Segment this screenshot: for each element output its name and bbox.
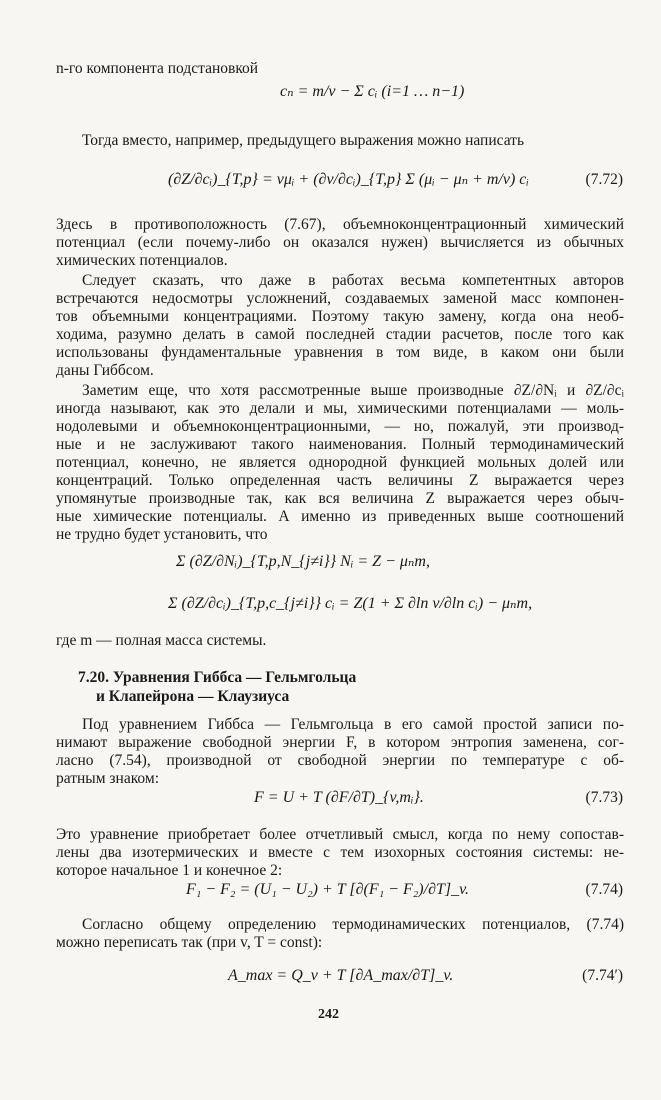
equation-number: (7.73): [585, 789, 623, 806]
equation-number: (7.74): [585, 881, 623, 898]
text-line: ходима, разумно делать в самой последней стадии расчетов, после того как: [56, 326, 624, 343]
text-line: ные и не заслуживают такого наименования. Полный термодинамический: [56, 436, 624, 453]
equation-7-74: [186, 880, 469, 900]
equation-sum-2-text: Σ (∂Z/∂cᵢ)_{T,p,c_{j≠i}} cᵢ = Z(1 + Σ ∂ln v/∂ln cᵢ) − μₙm,: [168, 595, 533, 612]
text-line: тов объемными концентрациями. Поэтому такую замену, когда она необ-: [56, 308, 624, 325]
equation-sum-1-text: Σ (∂Z/∂Nᵢ)_{T,p,N_{j≠i}} Nᵢ = Z − μₙm,: [176, 553, 430, 570]
equation-7-72-text: (∂Z/∂cᵢ)_{T,p} = vμᵢ + (∂v/∂cᵢ)_{T,p} Σ (μᵢ − μₙ + m/v) cᵢ: [168, 171, 529, 188]
section-heading: и Клапейрона — Клаузиуса: [96, 688, 290, 705]
text-line: использованы фундаментальные уравнения в том виде, в каком они были: [56, 344, 624, 361]
equation-7-74-prime-text: A_max = Q_v + T [∂A_max/∂T]_v.: [228, 967, 454, 984]
equation-number: (7.74′): [582, 967, 623, 984]
text-line: встречаются недосмотры усложнений, создаваемых заменой масс компонен-: [56, 290, 624, 307]
text-line: Следует сказать, что даже в работах весьма компетентных авторов: [82, 272, 624, 289]
text-line: ласно (7.54), производной от свободной энергии по температуре с об-: [56, 752, 624, 769]
equation-7-72: [168, 170, 529, 190]
equation-7-74-prime: [228, 966, 453, 986]
equation-number: (7.72): [585, 171, 623, 188]
text-line: Заметим еще, что хотя рассмотренные выше производные ∂Z/∂Nᵢ и ∂Z/∂cᵢ: [82, 382, 624, 399]
text-line: потенциал (если почему-либо он оказался нужен) вычисляется из обычных: [56, 234, 624, 251]
equation-sum-1: [176, 552, 430, 572]
text-line: можно переписать так (при v, T = const):: [56, 934, 323, 951]
text-line: даны Гиббсом.: [56, 362, 154, 379]
equation-7-73: [254, 788, 424, 808]
text-line: где m — полная масса системы.: [56, 632, 267, 649]
equation-sum-2: [168, 594, 532, 614]
text-line: Под уравнением Гиббса — Гельмгольца в его самой простой записи по-: [82, 716, 624, 733]
text-line: упомянутые производные так, как вся величина Z выражается через обыч-: [56, 490, 624, 507]
equation-7-73-text: F = U + T (∂F/∂T)_{v,mᵢ}.: [254, 789, 424, 806]
text-line: нимают выражение свободной энергии F, в котором энтропия заменена, сог-: [56, 734, 624, 751]
text-line: n-го компонента подстановкой: [56, 60, 259, 77]
text-line: Здесь в противоположность (7.67), объемноконцентрационный химический: [56, 216, 624, 233]
text-line: Это уравнение приобретает более отчетливый смысл, когда по нему сопостав-: [56, 826, 624, 843]
text-line: концентраций. Только определенная часть величины Z выражается через: [56, 472, 624, 489]
text-line: нодолевыми и объемноконцентрационными, — но, пожалуй, эти производ-: [56, 418, 624, 435]
text-line: которое начальное 1 и конечное 2:: [56, 862, 283, 879]
text-line: Тогда вместо, например, предыдущего выражения можно написать: [82, 132, 525, 149]
text-line: не трудно будет установить, что: [56, 526, 268, 543]
section-heading: 7.20. Уравнения Гиббса — Гельмгольца: [78, 669, 357, 686]
text-line: Согласно общему определению термодинамических потенциалов, (7.74): [82, 916, 624, 933]
equation-cn-text: cₙ = m/v − Σ cᵢ (i=1 … n−1): [280, 83, 465, 100]
equation-cn: [280, 82, 464, 102]
text-line: ные химические потенциалы. А именно из приведенных выше соотношений: [56, 508, 624, 525]
page-number: 242: [318, 1007, 339, 1022]
text-line: иногда называют, как это делали и мы, химическими потенциалами — моль-: [56, 400, 624, 417]
text-line: химических потенциалов.: [56, 252, 228, 269]
text-line: ратным знаком:: [56, 770, 160, 787]
equation-7-74-text: F₁ − F₂ = (U₁ − U₂) + T [∂(F₁ − F₂)/∂T]_v.: [186, 881, 470, 898]
text-line: лены два изотермических и вместе с тем изохорных состояния системы: не-: [56, 844, 624, 861]
text-line: потенциал, конечно, не является однородной функцией мольных долей или: [56, 454, 624, 471]
